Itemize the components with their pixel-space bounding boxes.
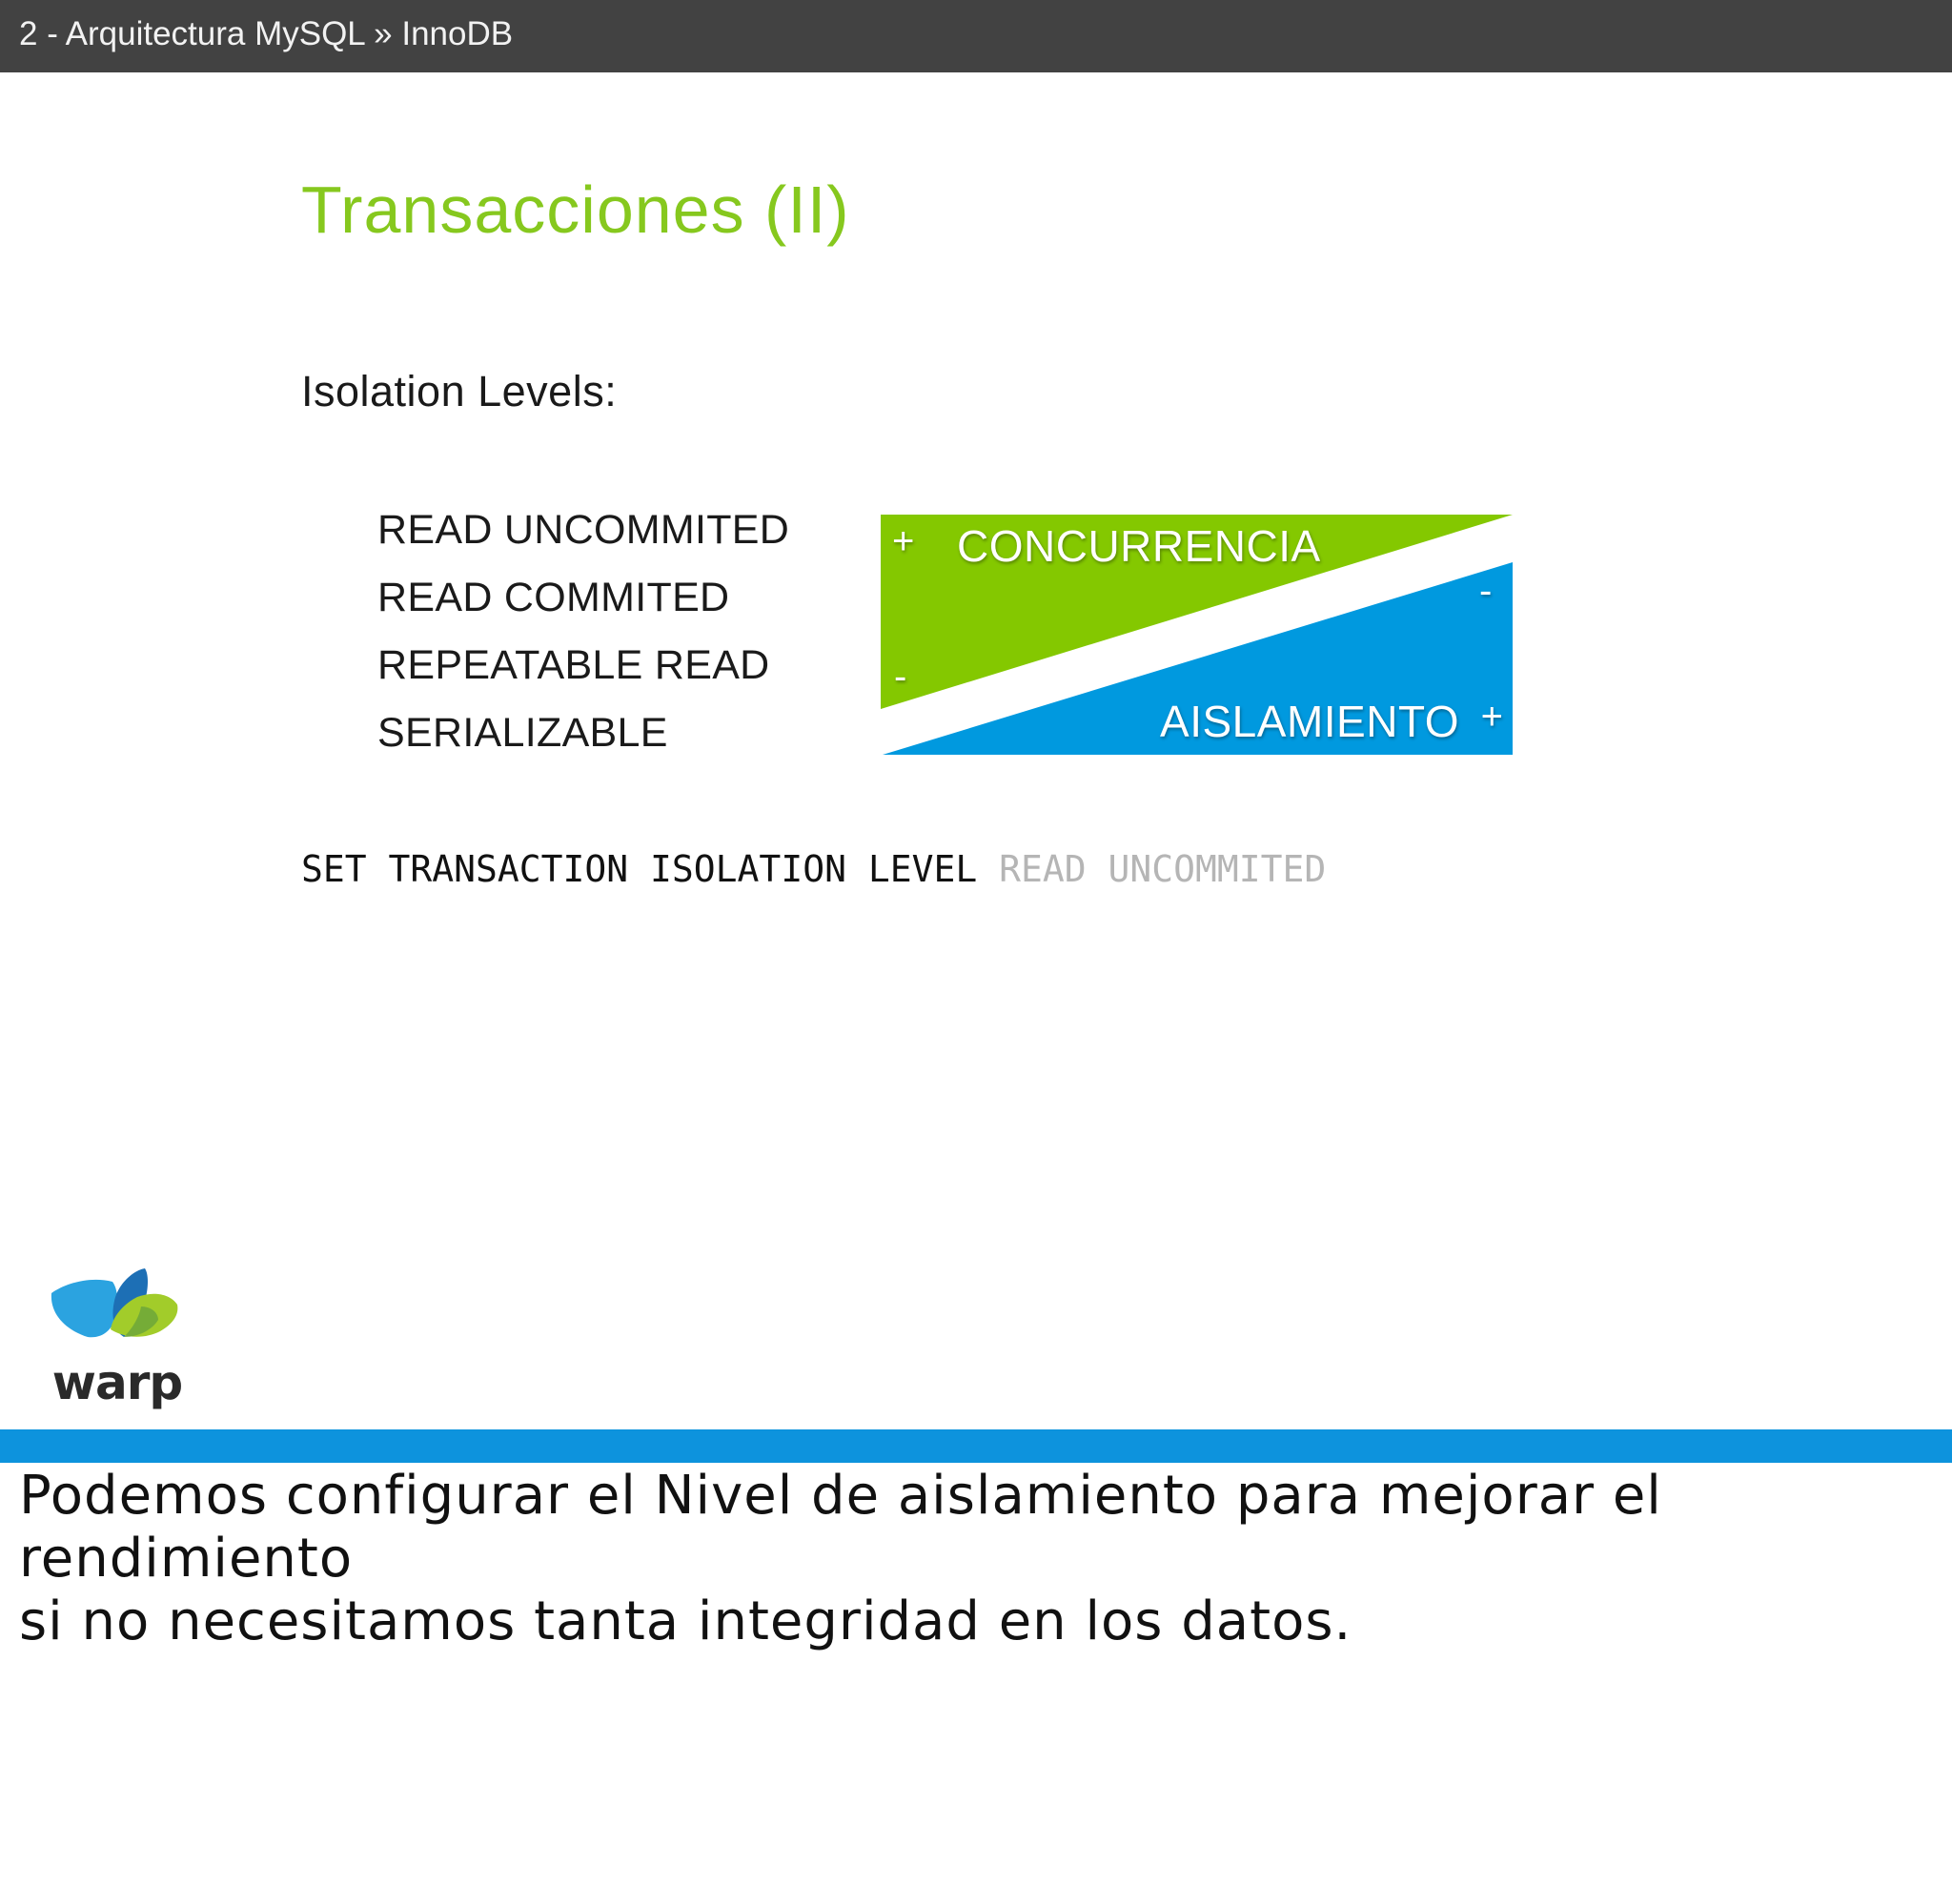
slide-subtitle: Isolation Levels: (301, 367, 618, 415)
warp-logo-icon (46, 1263, 189, 1358)
concurrency-plus-sign: + (892, 520, 915, 562)
list-item-repeatable-read: REPEATABLE READ (377, 642, 770, 688)
slide-title: Transacciones (II) (301, 172, 850, 247)
isolation-label: AISLAMIENTO (1160, 697, 1459, 746)
concurrency-isolation-diagram (881, 515, 1513, 755)
sql-statement (301, 848, 1326, 890)
breadcrumb: 2 - Arquitectura MySQL » InnoDB (19, 15, 514, 52)
sql-keyword: SET TRANSACTION ISOLATION LEVEL (301, 848, 978, 890)
list-item-read-uncommited: READ UNCOMMITED (377, 507, 790, 553)
warp-logo-text: warp (51, 1355, 183, 1410)
caption-divider (0, 1429, 1952, 1463)
list-item-read-commited: READ COMMITED (377, 575, 730, 620)
isolation-minus-sign: - (894, 656, 907, 698)
concurrency-minus-sign: - (1479, 570, 1493, 612)
list-item-serializable: SERIALIZABLE (377, 710, 668, 756)
sql-value: READ UNCOMMITED (999, 848, 1327, 890)
caption-line-1: Podemos configurar el Nivel de aislamiento para mejorar el rendimiento (19, 1465, 1662, 1590)
isolation-levels-list (377, 505, 789, 776)
slide-caption (19, 1465, 1935, 1653)
concurrency-label: CONCURRENCIA (957, 521, 1321, 571)
warp-logo (46, 1263, 189, 1410)
top-bar (0, 0, 1952, 72)
caption-line-2: si no necesitamos tanta integridad en los datos. (19, 1590, 1352, 1652)
isolation-plus-sign: + (1480, 696, 1503, 738)
